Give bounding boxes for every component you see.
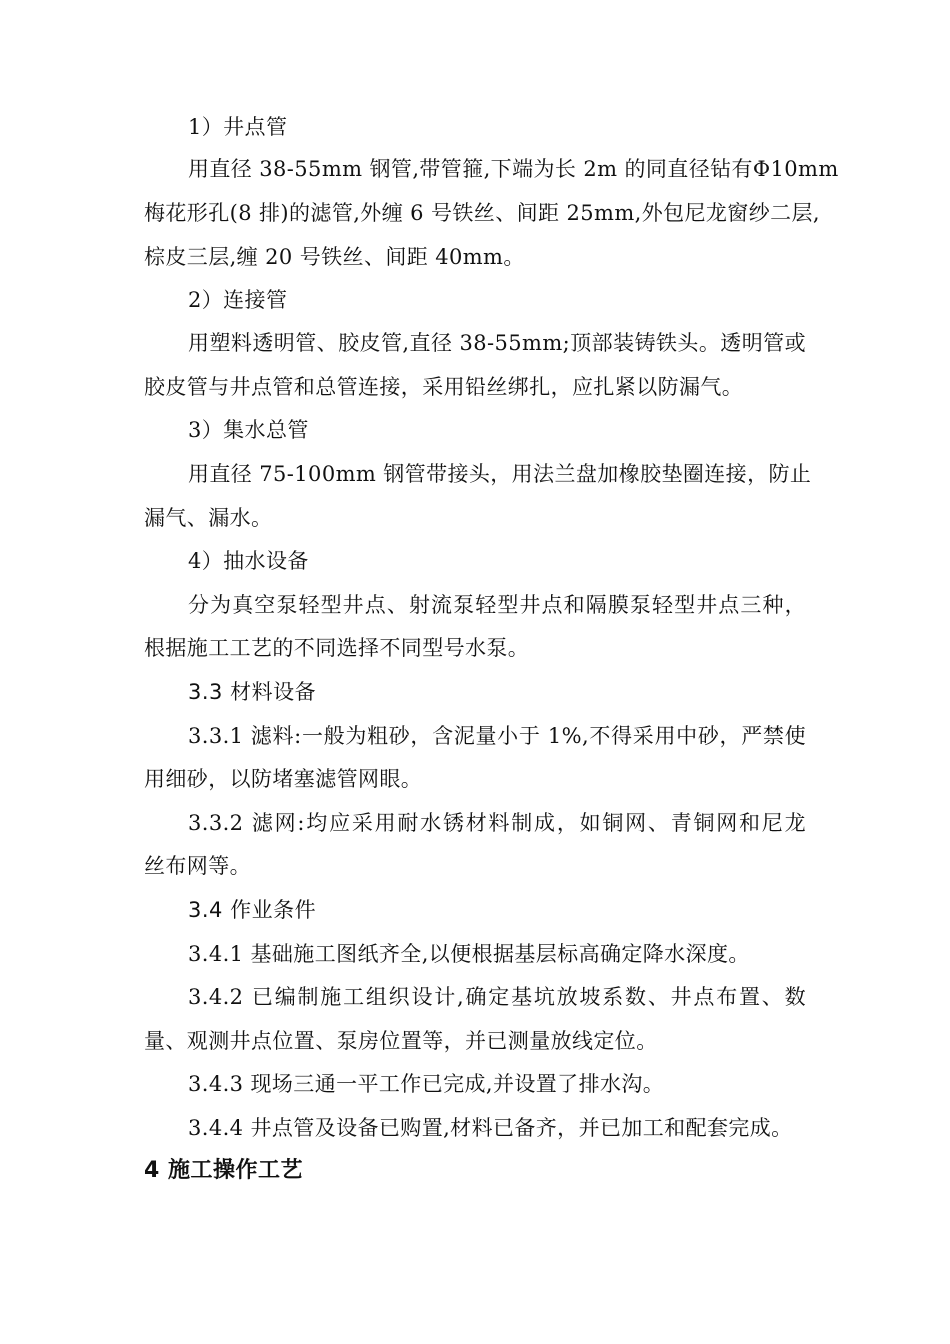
paragraph-line: 棕皮三层,缠 20 号铁丝、间距 40mm。 xyxy=(144,245,525,269)
section-heading-3-3: 3.3 材料设备 xyxy=(188,680,317,704)
paragraph-line: 漏气、漏水。 xyxy=(144,506,273,530)
paragraph-line: 3.4.2 已编制施工组织设计,确定基坑放坡系数、井点布置、数 xyxy=(188,985,806,1009)
paragraph-line: 3.4.3 现场三通一平工作已完成,并设置了排水沟。 xyxy=(188,1072,665,1096)
paragraph-line: 用直径 75-100mm 钢管带接头，用法兰盘加橡胶垫圈连接，防止 xyxy=(188,462,812,486)
paragraph-line: 分为真空泵轻型井点、射流泵轻型井点和隔膜泵轻型井点三种， xyxy=(188,593,806,617)
paragraph-line: 量、观测井点位置、泵房位置等，并已测量放线定位。 xyxy=(144,1029,658,1053)
paragraph-line: 用塑料透明管、胶皮管,直径 38-55mm;顶部装铸铁头。透明管或 xyxy=(188,331,806,355)
paragraph-line: 用细砂，以防堵塞滤管网眼。 xyxy=(144,767,423,791)
paragraph-line: 3.4.4 井点管及设备已购置,材料已备齐，并已加工和配套完成。 xyxy=(188,1116,793,1140)
paragraph-line: 用直径 38-55mm 钢管,带管箍,下端为长 2m 的同直径钻有Φ10mm xyxy=(188,157,839,181)
paragraph-line: 根据施工工艺的不同选择不同型号水泵。 xyxy=(144,636,530,660)
subsection-title-main-pipe: 3）集水总管 xyxy=(188,418,309,442)
paragraph-line: 丝布网等。 xyxy=(144,854,251,878)
chapter-heading-4: 4 施工操作工艺 xyxy=(144,1158,303,1183)
section-heading-3-4: 3.4 作业条件 xyxy=(188,898,317,922)
paragraph-line: 梅花形孔(8 排)的滤管,外缠 6 号铁丝、间距 25mm,外包尼龙窗纱二层, xyxy=(144,201,820,225)
subsection-title-well-pipe: 1）井点管 xyxy=(188,115,288,139)
paragraph-line: 3.3.1 滤料:一般为粗砂，含泥量小于 1%,不得采用中砂，严禁使 xyxy=(188,724,806,748)
paragraph-line: 3.4.1 基础施工图纸齐全,以便根据基层标高确定降水深度。 xyxy=(188,942,750,966)
paragraph-line: 3.3.2 滤网:均应采用耐水锈材料制成，如铜网、青铜网和尼龙 xyxy=(188,811,806,835)
subsection-title-connecting-pipe: 2）连接管 xyxy=(188,288,288,312)
subsection-title-pumping: 4）抽水设备 xyxy=(188,549,309,573)
paragraph-line: 胶皮管与井点管和总管连接，采用铅丝绑扎，应扎紧以防漏气。 xyxy=(144,375,744,399)
